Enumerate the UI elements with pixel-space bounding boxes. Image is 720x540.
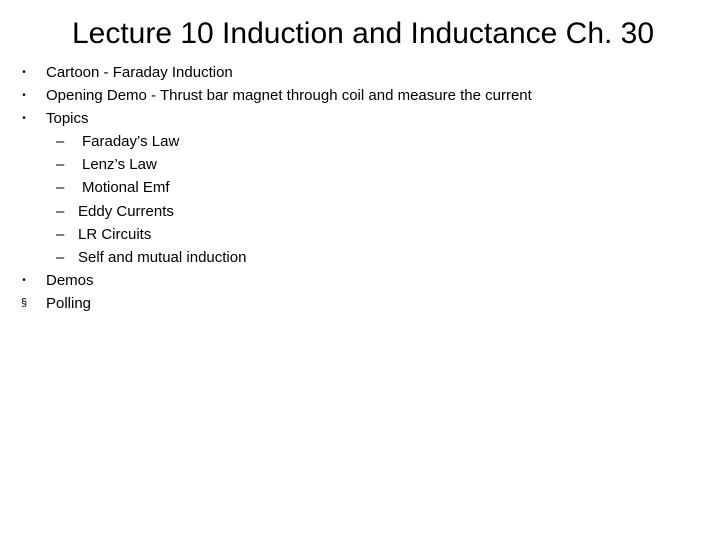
dash-marker: – (56, 179, 65, 197)
sub-list-item-text: Eddy Currents (78, 202, 174, 220)
sub-list-item-text: Faraday’s Law (82, 133, 180, 151)
bullet-marker: • (22, 67, 26, 78)
list-item (0, 61, 720, 84)
dash-marker: – (56, 156, 65, 174)
sub-list-item (0, 153, 720, 176)
list-item (0, 84, 720, 107)
sub-list-item (0, 200, 720, 223)
sub-list-item-text: LR Circuits (78, 225, 152, 243)
bullet-marker: § (20, 296, 28, 309)
dash-marker: – (56, 225, 65, 243)
list-item-text: Topics (46, 110, 89, 128)
dash-marker: – (56, 202, 65, 220)
sub-list-item (0, 246, 720, 269)
bullet-marker: • (22, 274, 26, 286)
dash-marker: – (56, 133, 65, 151)
bullet-marker: • (22, 90, 26, 102)
list-item-text: Polling (46, 294, 92, 312)
bullet-marker: • (22, 113, 26, 125)
sub-list-item (0, 223, 720, 246)
list-item (0, 107, 720, 130)
sub-list-item (0, 130, 720, 153)
sub-list-item-text: Motional Emf (82, 179, 170, 197)
dash-marker: – (56, 248, 65, 266)
list-item (0, 292, 720, 315)
sub-list-item-text: Self and mutual induction (78, 248, 247, 266)
list-item (0, 269, 720, 292)
bullet-list (0, 61, 720, 315)
list-item-text: Opening Demo - Thrust bar magnet through coil and measure the current (46, 87, 532, 105)
list-item-text: Cartoon - Faraday Induction (46, 64, 233, 81)
slide-title: Lecture 10 Induction and Inductance Ch. 30 (71, 17, 655, 50)
sub-list-item-text: Lenz’s Law (82, 156, 157, 174)
list-item-text: Demos (46, 271, 94, 289)
sub-list-item (0, 176, 720, 199)
